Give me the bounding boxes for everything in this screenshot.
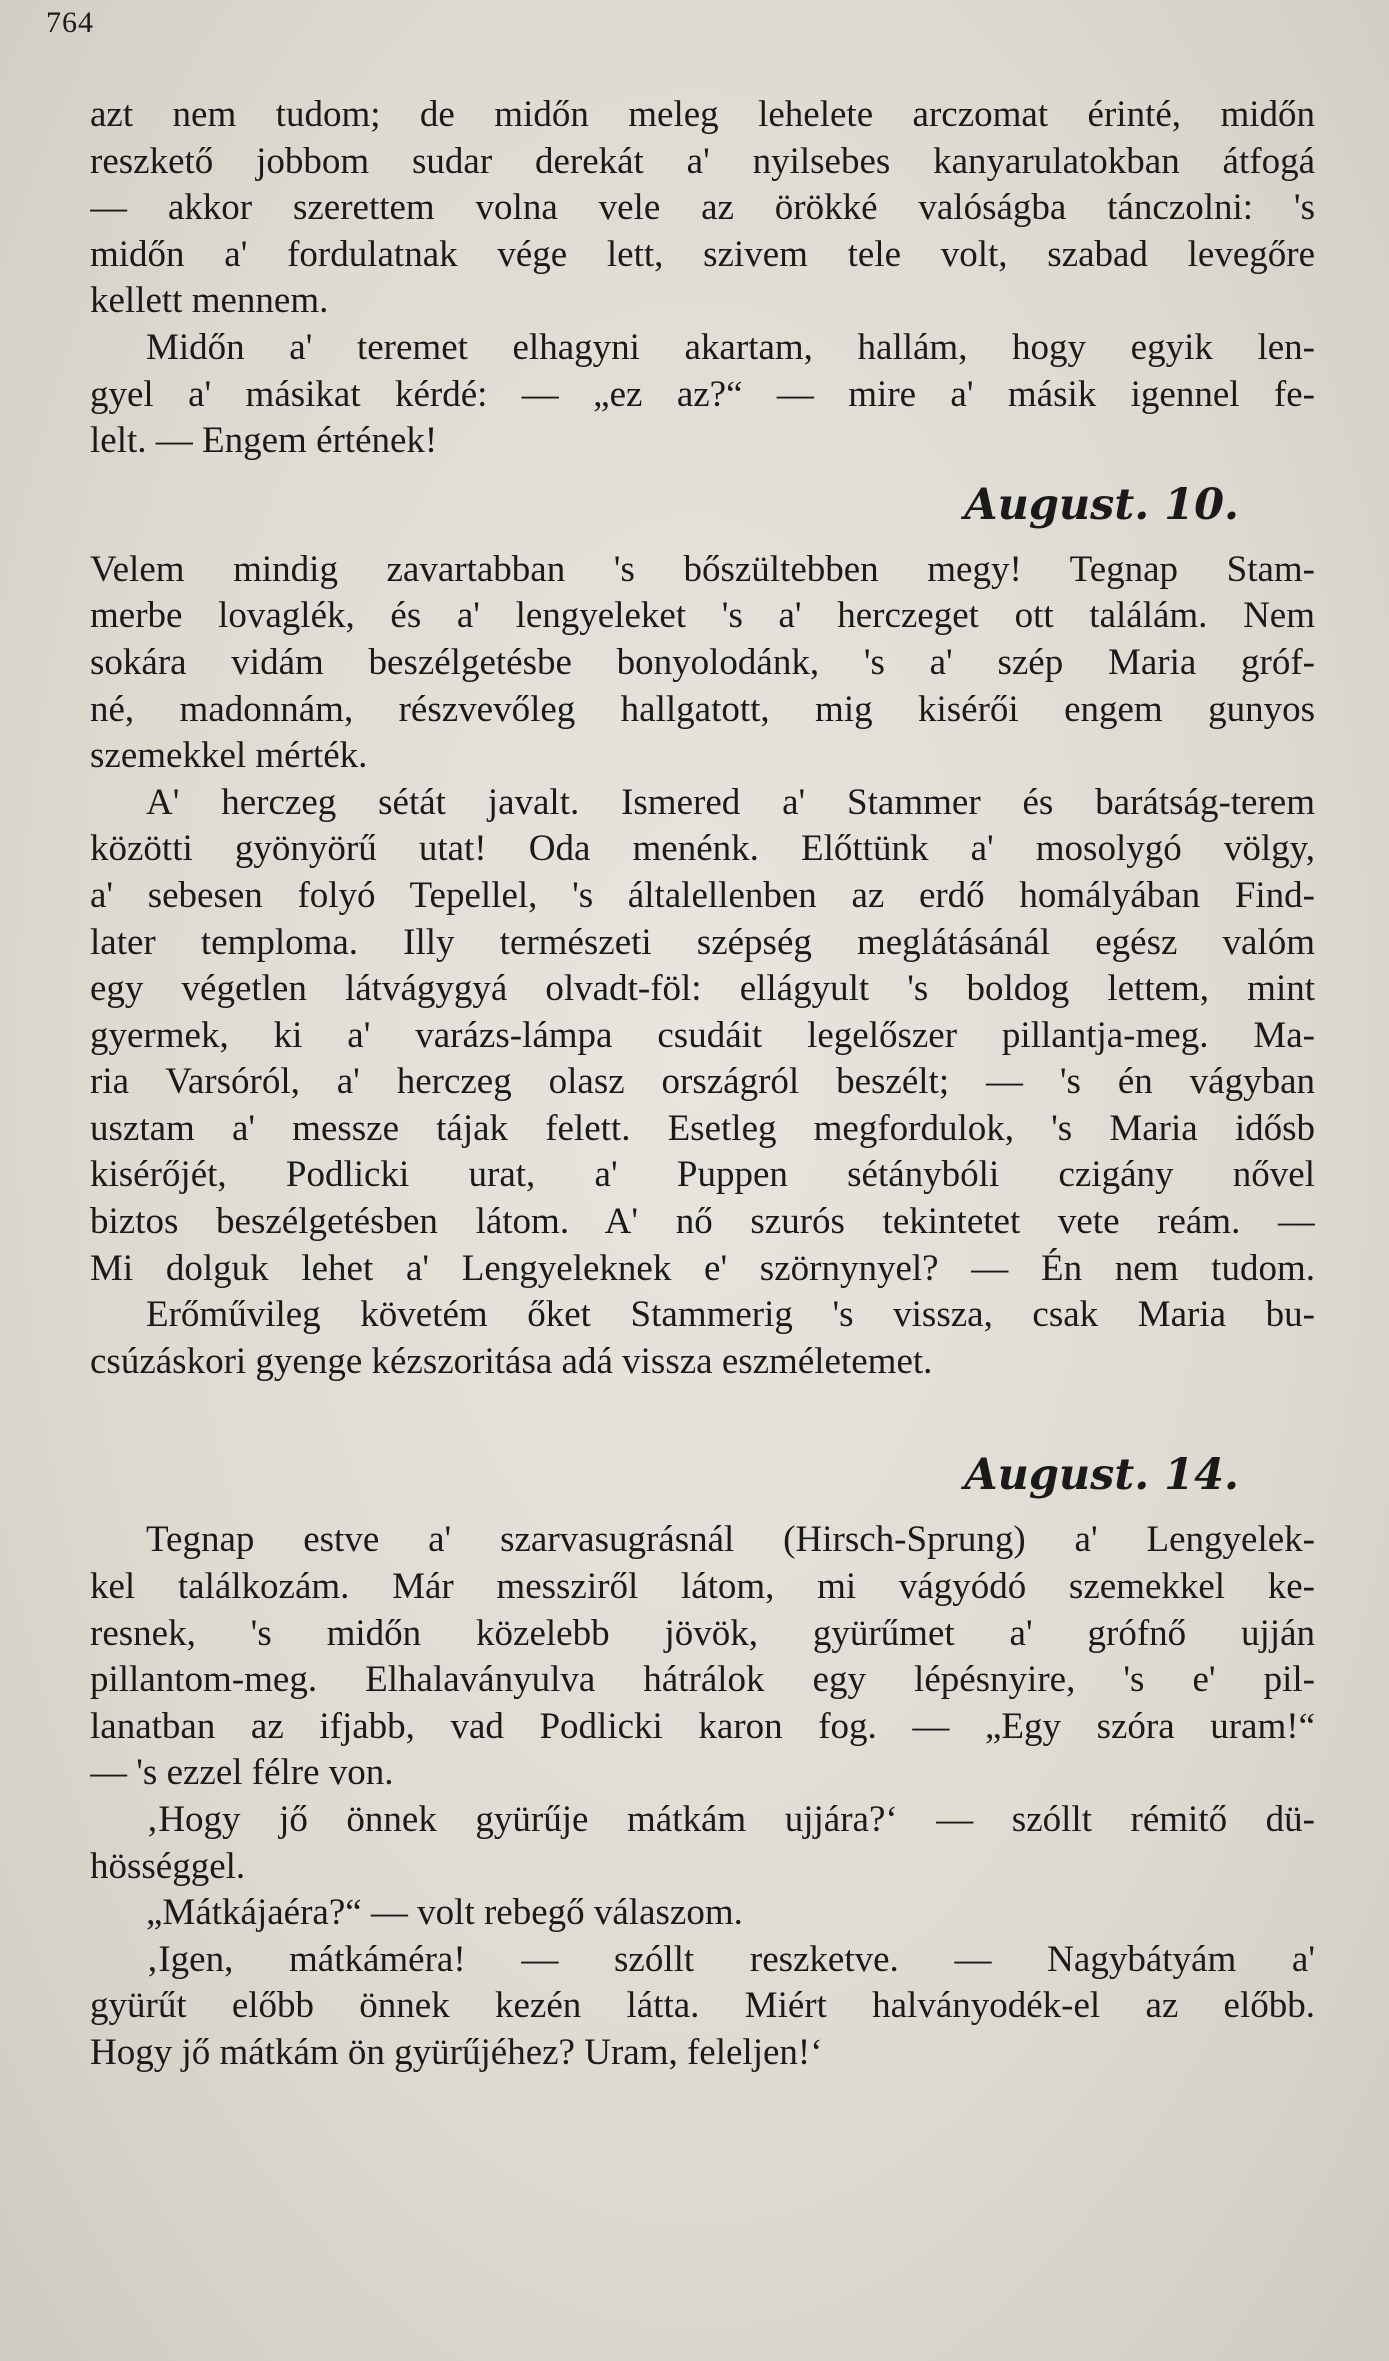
text-line: usztam a' messze tájak felett. Esetleg megfordulok, 's Maria idősb <box>90 1107 1315 1149</box>
text-line: né, madonnám, részvevőleg hallgatott, mig kisérői engem gunyos <box>90 688 1315 730</box>
text-line: ria Varsóról, a' herczeg olasz országról beszélt; — 's én vágyban <box>90 1061 1315 1103</box>
text-line: A' herczeg sétát javalt. Ismered a' Stammer és barátság-terem <box>146 781 1315 823</box>
text-line: biztos beszélgetésben látom. A' nő szurós tekintetet vete reám. — <box>90 1201 1315 1243</box>
text-line: midőn a' fordulatnak vége lett, szivem tele volt, szabad levegőre <box>90 233 1315 275</box>
text-line: gyermek, ki a' varázs-lámpa csudáit legelőszer pillantja-meg. Ma- <box>90 1014 1315 1056</box>
text-line: „Mátkájaéra?“ — volt rebegő válaszom. <box>146 1892 743 1934</box>
page-number: 764 <box>46 6 94 39</box>
text-line: hösséggel. <box>90 1845 246 1887</box>
text-line: Erőművileg követém őket Stammerig 's vissza, csak Maria bu- <box>146 1294 1315 1336</box>
text-line: kisérőjét, Podlicki urat, a' Puppen sétánybóli czigány nővel <box>90 1154 1315 1196</box>
text-line: — 's ezzel félre von. <box>90 1752 394 1794</box>
text-line: gyel a' másikat kérdé: — „ez az?“ — mire a' másik igennel fe- <box>90 373 1315 415</box>
text-line: gyürűt előbb önnek kezén látta. Miért halványodék-el az előbb. <box>90 1985 1315 2027</box>
text-line: Hogy jő mátkám ön gyürűjéhez? Uram, feleljen!‘ <box>90 2031 823 2073</box>
text-line: azt nem tudom; de midőn meleg lehelete arczomat érinté, midőn <box>90 94 1315 135</box>
text-line: Mi dolguk lehet a' Lengyeleknek e' szörnynyel? — Én nem tudom. <box>90 1247 1315 1289</box>
text-line: Tegnap estve a' szarvasugrásnál (Hirsch-Sprung) a' Lengyelek- <box>146 1519 1315 1561</box>
text-line: a' sebesen folyó Tepellel, 's általellenben az erdő homályában Find- <box>90 874 1315 916</box>
text-line: ‚Igen, mátkáméra! — szóllt reszketve. — Nagybátyám a' <box>146 1938 1315 1980</box>
text-line: lelt. — Engem értének! <box>90 420 438 462</box>
text-line: sokára vidám beszélgetésbe bonyolodánk, 's a' szép Maria gróf- <box>90 641 1315 683</box>
text-line: egy végetlen látvágygyá olvadt-föl: ellágyult 's boldog lettem, mint <box>90 968 1315 1010</box>
text-line: later temploma. Illy természeti szépség meglátásánál egész valóm <box>90 921 1315 963</box>
text-line: csúzáskori gyenge kézszoritása adá vissza eszméletemet. <box>90 1340 933 1382</box>
body-text <box>90 92 1315 2077</box>
text-line: — akkor szerettem volna vele az örökké valóságba tánczolni: 's <box>90 187 1315 229</box>
text-line: pillantom-meg. Elhalaványulva hátrálok egy lépésnyire, 's e' pil- <box>90 1659 1315 1701</box>
text-line: merbe lovaglék, és a' lengyeleket 's a' herczeget ott találám. Nem <box>90 595 1315 637</box>
text-line: kel találkozám. Már messziről látom, mi vágyódó szemekkel ke- <box>90 1566 1315 1608</box>
text-line: ‚Hogy jő önnek gyürűje mátkám ujjára?‘ — szóllt rémitő dü- <box>146 1799 1315 1840</box>
date-heading: August. 14. <box>964 1450 1239 1501</box>
text-line: szemekkel mérték. <box>90 735 368 777</box>
text-line: közötti gyönyörű utat! Oda menénk. Előttünk a' mosolygó völgy, <box>90 828 1315 870</box>
text-line: Velem mindig zavartabban 's bőszültebben megy! Tegnap Stam- <box>90 548 1315 590</box>
text-line: kellett mennem. <box>90 280 329 322</box>
text-line: reszkető jobbom sudar derekát a' nyilsebes kanyarulatokban átfogá <box>90 140 1315 182</box>
text-line: Midőn a' teremet elhagyni akartam, hallám, hogy egyik len- <box>146 326 1315 368</box>
text-line: resnek, 's midőn közelebb jövök, gyürűmet a' grófnő ujján <box>90 1612 1315 1654</box>
text-line: lanatban az ifjabb, vad Podlicki karon fog. — „Egy szóra uram!“ <box>90 1705 1315 1747</box>
date-heading: August. 10. <box>964 479 1239 530</box>
